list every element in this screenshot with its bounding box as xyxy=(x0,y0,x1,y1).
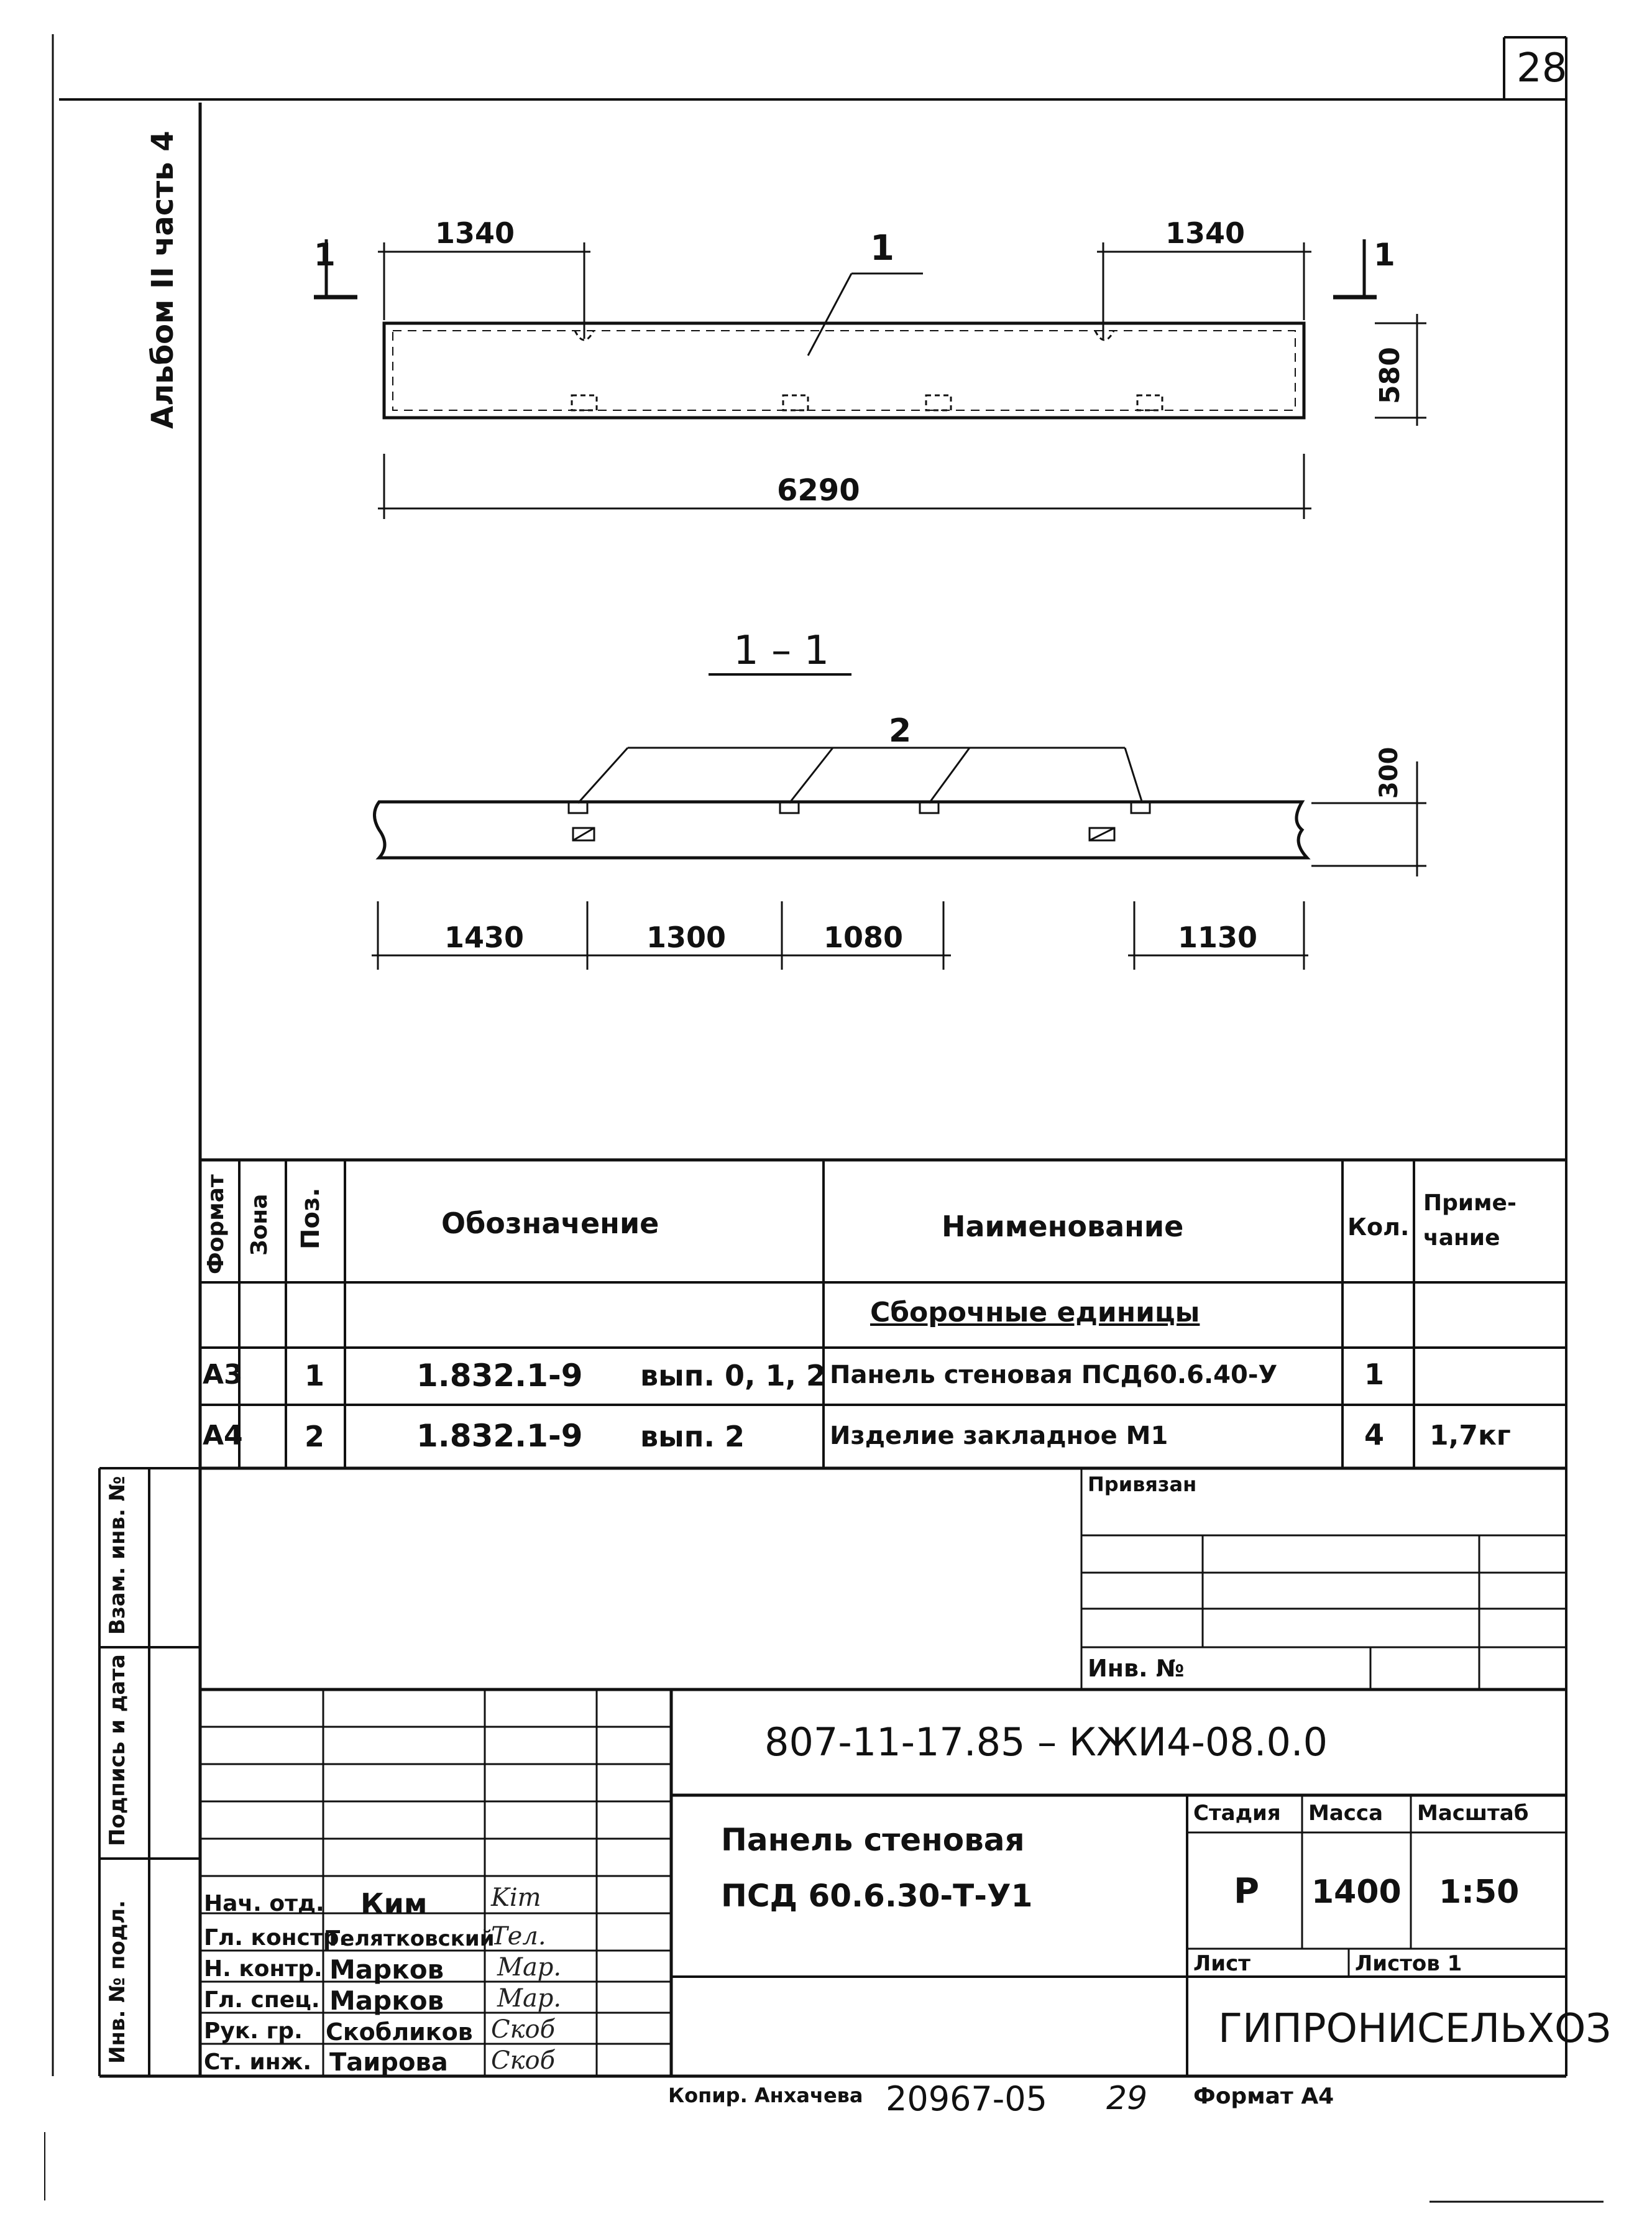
mass-label: Масса xyxy=(1308,1801,1384,1826)
row1-name: Панель стеновая ПСД60.6.40-У xyxy=(830,1361,1278,1389)
row2-format: А4 xyxy=(203,1420,243,1451)
signer5-signature: Скоб xyxy=(491,2015,555,2044)
signer5-role: Рук. гр. xyxy=(204,2018,303,2044)
product-name-line1: Панель стеновая xyxy=(721,1822,1025,1858)
stage-label: Стадия xyxy=(1193,1801,1281,1826)
sheet-number: 28 xyxy=(1517,45,1567,91)
row2-name: Изделие закладное М1 xyxy=(830,1422,1168,1450)
signer2-name: Телятковский xyxy=(326,1926,495,1951)
hdr-name: Наименование xyxy=(942,1210,1184,1243)
footer-copied: Копир. Анхачева xyxy=(668,2084,863,2107)
dim-total-6290: 6290 xyxy=(777,473,860,508)
doc-code: 807-11-17.85 – КЖИ4-08.0.0 xyxy=(764,1719,1328,1765)
row1-qty: 1 xyxy=(1364,1358,1385,1391)
dim-bottom-1080: 1080 xyxy=(824,921,904,954)
row2-issue: вып. 2 xyxy=(640,1420,745,1453)
signer6-role: Ст. инж. xyxy=(204,2049,312,2075)
row1-pos: 1 xyxy=(305,1359,325,1392)
dim-section-300: 300 xyxy=(1375,747,1403,799)
row1-designation: 1.832.1-9 xyxy=(416,1358,583,1394)
row1-format: А3 xyxy=(203,1359,243,1391)
sheet-label: Лист xyxy=(1193,1951,1250,1976)
dim-top-left: 1340 xyxy=(435,216,515,250)
signer4-name: Марков xyxy=(329,1985,444,2016)
signer1-role: Нач. отд. xyxy=(204,1891,324,1916)
stage-value: Р xyxy=(1234,1871,1260,1911)
row2-designation: 1.832.1-9 xyxy=(416,1418,583,1454)
stamp-signature-date: Подпись и дата xyxy=(105,1654,130,1846)
position-1-callout: 1 xyxy=(870,228,894,269)
mass-value: 1400 xyxy=(1311,1873,1402,1911)
hdr-zone: Зона xyxy=(247,1193,272,1256)
signer2-role: Гл. констр. xyxy=(204,1925,348,1951)
position-2-callout: 2 xyxy=(889,712,912,750)
footer-format: Формат А4 xyxy=(1193,2084,1334,2109)
section-heading: Сборочные единицы xyxy=(870,1297,1200,1328)
section-mark-left: 1 xyxy=(314,237,336,273)
signer1-signature: Kim xyxy=(491,1883,541,1912)
row2-pos: 2 xyxy=(305,1420,325,1453)
scale-value: 1:50 xyxy=(1439,1873,1520,1911)
signer4-role: Гл. спец. xyxy=(204,1987,320,2013)
signer6-signature: Скоб xyxy=(491,2046,555,2075)
dim-bottom-1300: 1300 xyxy=(646,921,727,954)
row1-issue: вып. 0, 1, 2 xyxy=(640,1359,826,1392)
dim-top-right: 1340 xyxy=(1165,216,1246,250)
binding-title: Привязан xyxy=(1088,1473,1197,1496)
binding-inv: Инв. № xyxy=(1088,1655,1185,1682)
signer5-name: Скобликов xyxy=(326,2018,473,2046)
hdr-designation: Обозначение xyxy=(441,1207,659,1240)
signer4-signature: Мар. xyxy=(497,1984,562,2013)
panel-plan-view xyxy=(314,239,1426,519)
hdr-pos: Поз. xyxy=(296,1187,325,1249)
dim-bottom-1430: 1430 xyxy=(444,921,525,954)
dim-bottom-1130: 1130 xyxy=(1178,921,1258,954)
row2-note: 1,7кг xyxy=(1429,1420,1511,1451)
product-name-line2: ПСД 60.6.30-Т-У1 xyxy=(721,1878,1033,1914)
dim-height-580: 580 xyxy=(1374,347,1406,404)
scale-label: Масштаб xyxy=(1417,1801,1529,1826)
section-mark-right: 1 xyxy=(1374,237,1395,273)
signer3-signature: Мар. xyxy=(497,1953,562,1982)
hdr-note: Приме-чание xyxy=(1423,1190,1517,1251)
organization: ГИПРОНИСЕЛЬХОЗ xyxy=(1218,2006,1612,2052)
hdr-format: Формат xyxy=(203,1174,229,1274)
section-title: 1 – 1 xyxy=(733,628,830,674)
row2-qty: 4 xyxy=(1364,1418,1385,1451)
album-side-label: Альбом II часть 4 xyxy=(145,131,180,429)
signer6-name: Таирова xyxy=(329,2048,448,2077)
stamp-replaced-inv: Взам. инв. № xyxy=(105,1476,130,1635)
signer2-signature: Тел. xyxy=(491,1922,546,1951)
sheets-label: Листов 1 xyxy=(1355,1951,1462,1976)
hdr-qty: Кол. xyxy=(1347,1213,1410,1241)
footer-page: 29 xyxy=(1106,2080,1148,2117)
footer-order: 20967-05 xyxy=(886,2079,1047,2118)
signer1-name: Ким xyxy=(360,1887,428,1921)
stamp-original-inv: Инв. № подл. xyxy=(105,1900,130,2064)
signer3-name: Марков xyxy=(329,1954,444,1985)
signer3-role: Н. контр. xyxy=(204,1956,323,1982)
